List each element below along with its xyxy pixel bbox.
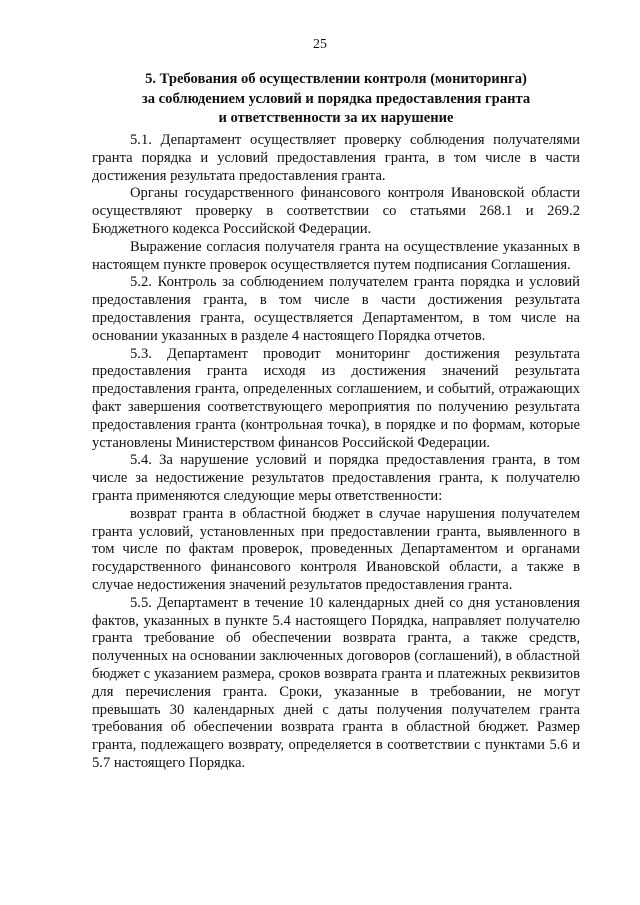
paragraph-5-3: 5.3. Департамент проводит мониторинг достижения результата предоставления гранта исходя из достижения значений результата предоставления гранта, определенных соглашением, и событий, отражающих факт завершения соответствующего мероприятия по получению результата предоставления гранта (контрольная точка), в порядке и по формам, которые установлены Министерством финансов Российской Федерации. xyxy=(92,345,580,451)
section-body xyxy=(92,132,580,773)
section-heading xyxy=(92,70,580,129)
page-number: 25 xyxy=(313,37,327,52)
paragraph-5-2: 5.2. Контроль за соблюдением получателем гранта порядка и условий предоставления гранта, в том числе в части достижения результата предоставления гранта, осуществляется Департаментом, в том числе на основании указанных в разделе 4 настоящего Порядка отчетов. xyxy=(92,274,580,344)
paragraph-consent: Выражение согласия получателя гранта на осуществление указанных в настоящем пункте проверок осуществляется путем подписания Соглашения. xyxy=(92,238,580,273)
section-heading-line: за соблюдением условий и порядка предоставления гранта xyxy=(141,90,531,107)
paragraph-5-1: 5.1. Департамент осуществляет проверку соблюдения получателями гранта порядка и условий предоставления гранта, в том числе в части достижения результата предоставления гранта. xyxy=(92,132,580,184)
paragraph-grant-return: возврат гранта в областной бюджет в случае нарушения получателем гранта условий, установленных при предоставлении гранта, выявленного в том числе по фактам проверок, проведенных Департаментом и органами государственного финансового контроля Ивановской области, а также в случае недостижения значений результатов предоставления гранта. xyxy=(92,505,580,593)
paragraph-5-5: 5.5. Департамент в течение 10 календарных дней со дня установления фактов, указанных в пункте 5.4 настоящего Порядка, направляет получателю гранта требование об обеспечении возврата гранта, а также средств, полученных на основании заключенных договоров (соглашений), в областной бюджет с указанием размера, сроков возврата гранта и платежных реквизитов для перечисления гранта. Сроки, указанные в требовании, не могут превышать 30 календарных дней с даты получения получателем гранта требования об обеспечении возврата гранта в областной бюджет. Размер гранта, подлежащего возврату, определяется в соответствии с пунктами 5.6 и 5.7 настоящего Порядка. xyxy=(92,594,580,771)
section-heading-line: и ответственности за их нарушение xyxy=(218,110,454,126)
section-heading-line: 5. Требования об осуществлении контроля (мониторинга) xyxy=(145,71,527,87)
paragraph-state-control: Органы государственного финансового контроля Ивановской области осуществляют проверку в соответствии со статьями 268.1 и 269.2 Бюджетного кодекса Российской Федерации. xyxy=(92,185,580,237)
paragraph-5-4: 5.4. За нарушение условий и порядка предоставления гранта, в том числе за недостижение результатов предоставления гранта, к получателю гранта применяются следующие меры ответственности: xyxy=(92,452,580,504)
